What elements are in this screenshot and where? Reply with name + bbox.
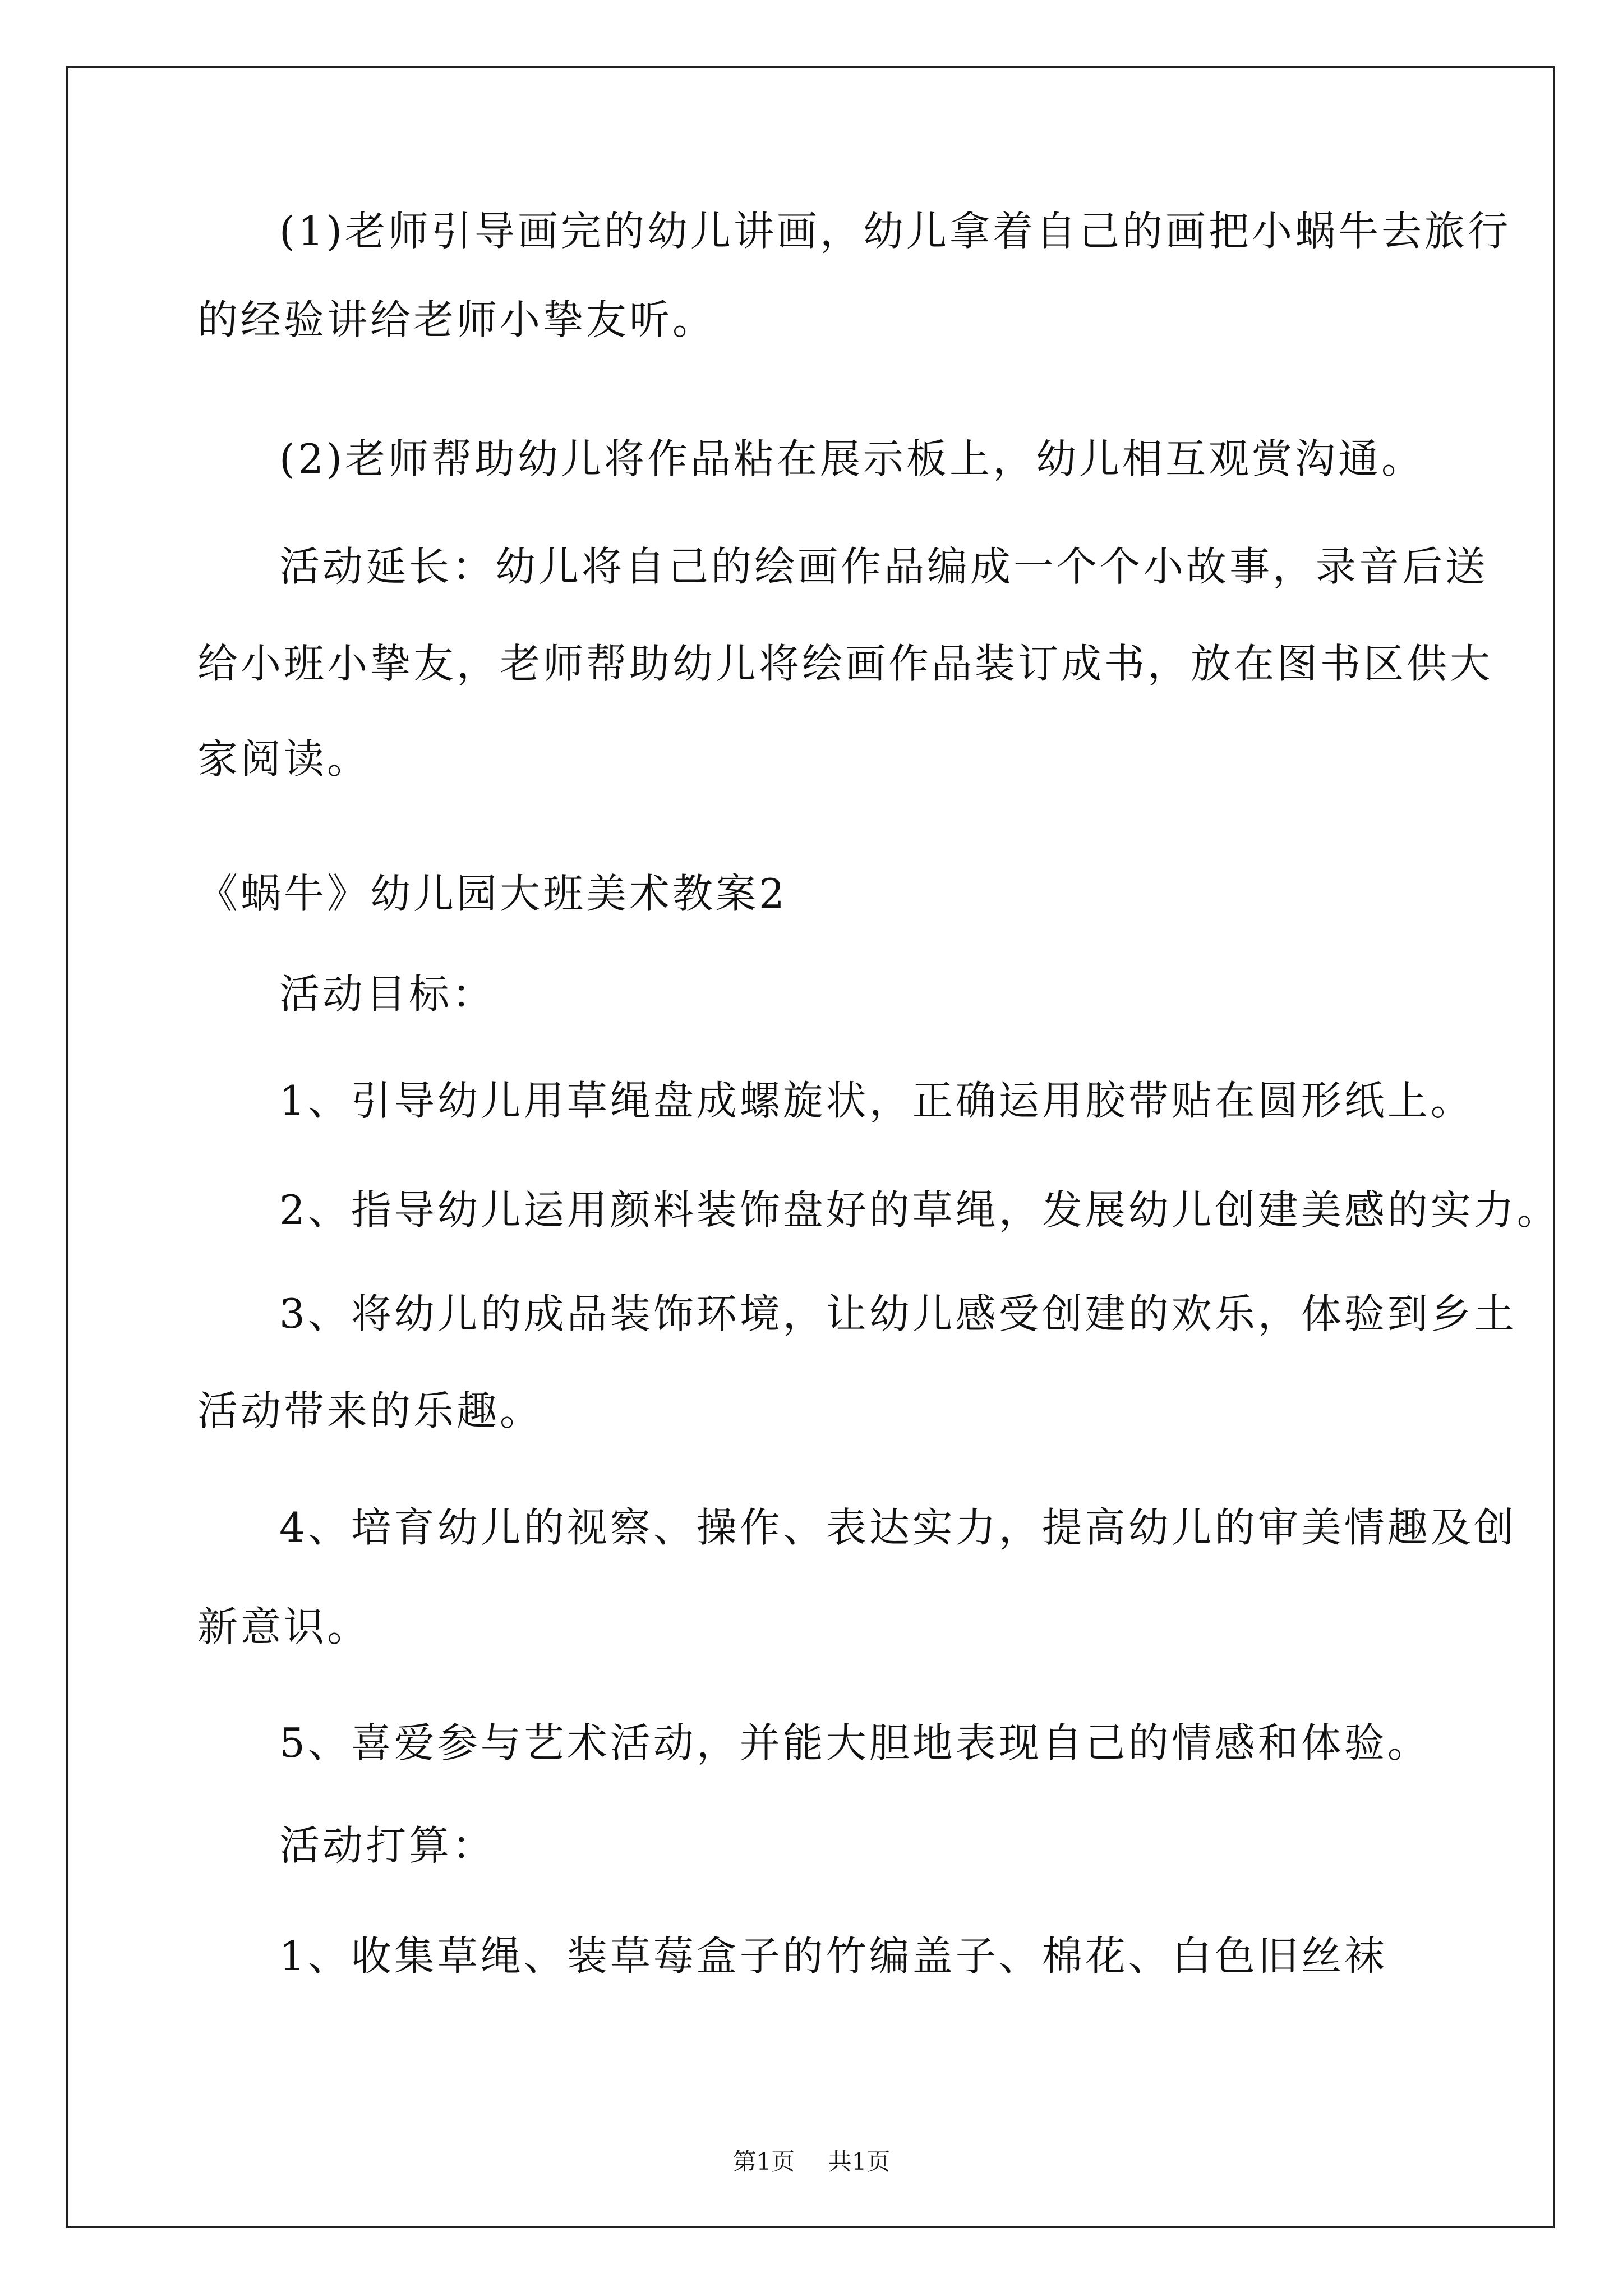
paragraph-line: 2、指导幼儿运用颜料装饰盘好的草绳，发展幼儿创建美感的实力。 (279, 1186, 1560, 1234)
paragraph-line: 1、收集草绳、装草莓盒子的竹编盖子、棉花、白色旧丝袜 (279, 1932, 1387, 1980)
paragraph-line: 5、喜爱参与艺术活动，并能大胆地表现自己的情感和体验。 (279, 1719, 1431, 1766)
page-number-total: 共1页 (828, 2148, 891, 2175)
page-footer (0, 2147, 1623, 2177)
page-border (66, 66, 1555, 2228)
page-number-current: 第1页 (732, 2148, 795, 2175)
paragraph-line: 活动延长：幼儿将自己的绘画作品编成一个个小故事，录音后送 (279, 543, 1489, 590)
paragraph-line: 1、引导幼儿用草绳盘成螺旋状，正确运用胶带贴在圆形纸上。 (279, 1077, 1474, 1124)
paragraph-line: 给小班小挚友，老师帮助幼儿将绘画作品装订成书，放在图书区供大 (197, 640, 1493, 687)
paragraph-line: (1)老师引导画完的幼儿讲画，幼儿拿着自己的画把小蜗牛去旅行 (279, 208, 1511, 255)
paragraph-line: 的经验讲给老师小挚友听。 (197, 296, 716, 343)
paragraph-line: 家阅读。 (197, 735, 371, 783)
paragraph-line: 活动打算： (279, 1822, 496, 1869)
paragraph-line: 新意识。 (197, 1603, 371, 1650)
paragraph-line: 活动带来的乐趣。 (197, 1387, 543, 1434)
paragraph-line: 活动目标： (279, 970, 496, 1018)
section-heading: 《蜗牛》幼儿园大班美术教案2 (197, 870, 787, 917)
paragraph-line: 3、将幼儿的成品装饰环境，让幼儿感受创建的欢乐，体验到乡土 (279, 1290, 1517, 1337)
paragraph-line: (2)老师帮助幼儿将作品粘在展示板上，幼儿相互观赏沟通。 (279, 435, 1424, 482)
paragraph-line: 4、培育幼儿的视察、操作、表达实力，提高幼儿的审美情趣及创 (279, 1504, 1517, 1551)
